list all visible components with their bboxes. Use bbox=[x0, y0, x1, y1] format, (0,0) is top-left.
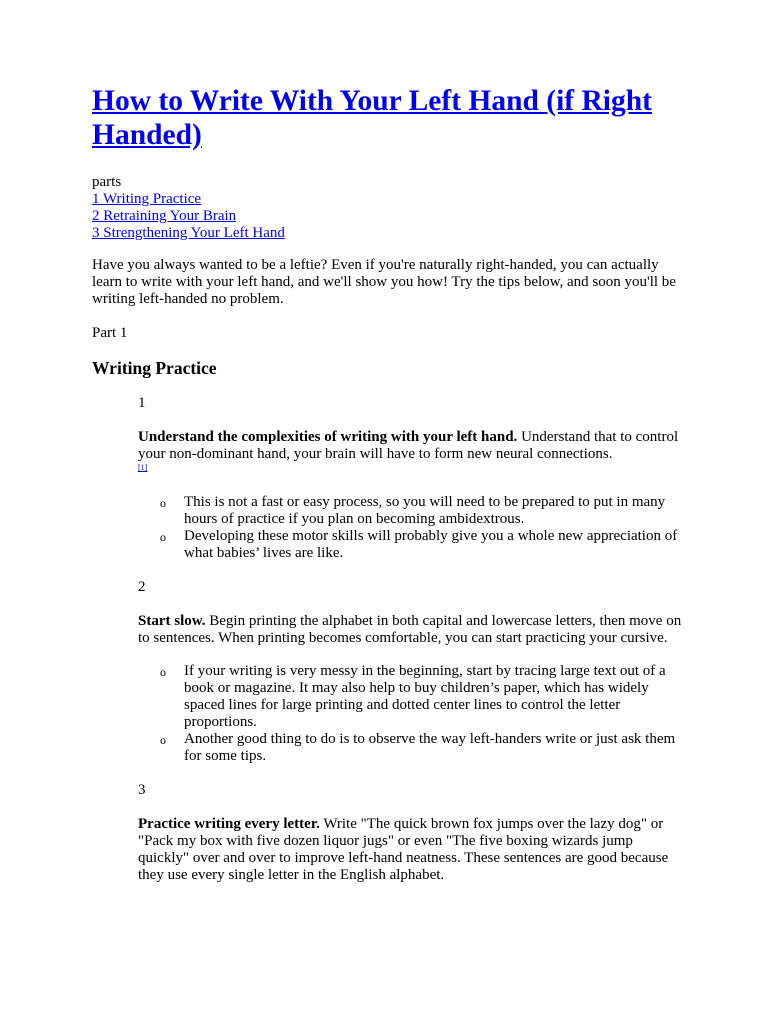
step-text bbox=[138, 613, 686, 647]
step-body: Write "The quick brown fox jumps over the lazy dog" or "Pack my box with five dozen liquor jugs" or even "The five boxing wizards jump quickly" over and over to improve left-hand neatness. These sentences are good because they use every single letter in the English alphabet. bbox=[138, 816, 669, 883]
bullet-text: Developing these motor skills will probably give you a whole new appreciation of what babies’ lives are like. bbox=[184, 528, 678, 561]
footnote-link[interactable]: [1] bbox=[138, 463, 148, 472]
step-body: Begin printing the alphabet in both capital and lowercase letters, then move on to sentences. When printing becomes comfortable, you can start practicing your cursive. bbox=[138, 613, 682, 646]
list-item bbox=[138, 528, 678, 562]
step-lead: Understand the complexities of writing with your left hand. bbox=[138, 429, 518, 445]
list-item bbox=[138, 494, 678, 528]
step-number: 3 bbox=[138, 782, 146, 798]
section-heading: Writing Practice bbox=[92, 358, 217, 378]
bullet-text: If your writing is very messy in the beginning, start by tracing large text out of a book or magazine. It may also help to buy children’s paper, which has widely spaced lines for large printing and dotted center lines to control the letter proportions. bbox=[184, 663, 666, 730]
title-link[interactable]: How to Write With Your Left Hand (if Right Handed) bbox=[92, 85, 652, 151]
list-item bbox=[138, 663, 678, 731]
steps-list bbox=[138, 395, 686, 884]
page-title bbox=[92, 84, 692, 152]
list-item bbox=[138, 731, 678, 765]
step-bullets bbox=[138, 663, 678, 765]
bullet-mark: o bbox=[160, 733, 166, 747]
step-bullets bbox=[138, 494, 678, 562]
toc-link-strengthening-hand[interactable]: 3 Strengthening Your Left Hand bbox=[92, 225, 285, 241]
step-number: 1 bbox=[138, 395, 146, 411]
bullet-text: This is not a fast or easy process, so you will need to be prepared to put in many hours of practice if you plan on becoming ambidextrous. bbox=[184, 494, 666, 527]
bullet-mark: o bbox=[160, 665, 166, 679]
intro-paragraph: Have you always wanted to be a leftie? Even if you're naturally right-handed, you can actually learn to write with your left hand, and we'll show you how! Try the tips below, and soon you'll be writing left-handed no problem. bbox=[92, 257, 676, 307]
bullet-mark: o bbox=[160, 530, 166, 544]
step-body: Understand that to control your non-dominant hand, your brain will have to form new neural connections. bbox=[138, 429, 679, 462]
bullet-mark: o bbox=[160, 496, 166, 510]
parts-toc bbox=[92, 174, 692, 242]
part-label: Part 1 bbox=[92, 325, 128, 341]
step-lead: Start slow. bbox=[138, 613, 206, 629]
bullet-text: Another good thing to do is to observe the way left-handers write or just ask them for some tips. bbox=[184, 731, 676, 764]
article bbox=[92, 84, 692, 884]
step-lead: Practice writing every letter. bbox=[138, 816, 320, 832]
toc-link-writing-practice[interactable]: 1 Writing Practice bbox=[92, 191, 202, 207]
step-text bbox=[138, 429, 686, 473]
step-number: 2 bbox=[138, 579, 146, 595]
step-text bbox=[138, 816, 686, 884]
toc-link-retraining-brain[interactable]: 2 Retraining Your Brain bbox=[92, 208, 237, 224]
parts-label: parts bbox=[92, 174, 122, 190]
